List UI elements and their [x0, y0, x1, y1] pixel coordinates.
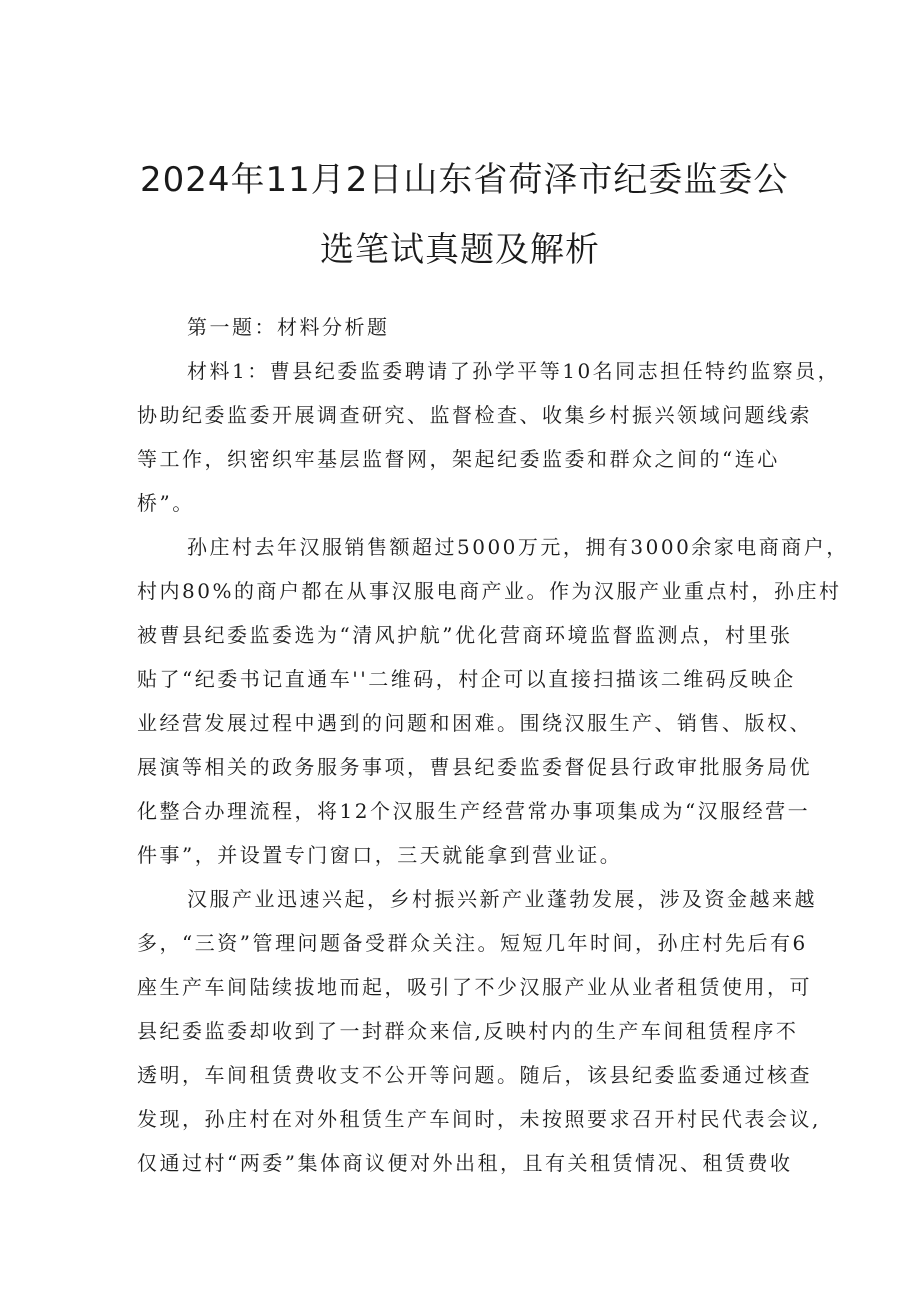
- document-title-line-1: 2024年11月2日山东省荷泽市纪委监委公: [140, 160, 789, 200]
- document-body: [137, 305, 849, 1185]
- text-line: 透明，车间租赁费收支不公开等问题。随后，该县纪委监委通过核查: [137, 1063, 812, 1087]
- text-line: 县纪委监委却收到了一封群众来信,反映村内的生产车间租赁程序不: [137, 1019, 799, 1043]
- text-line: 等工作，织密织牢基层监督网，架起纪委监委和群众之间的“连心: [137, 447, 780, 471]
- text-line: 仅通过村“两委”集体商议便对外出租，且有关租赁情况、租赁费收: [137, 1151, 793, 1175]
- text-line: 被曹县纪委监委选为“清风护航”优化营商环境监督监测点，村里张: [137, 623, 793, 647]
- text-line: 业经营发展过程中遇到的问题和困难。围绕汉服生产、销售、版权、: [137, 711, 812, 735]
- text-line: 多，“三资”管理问题备受群众关注。短短几年时间，孙庄村先后有6: [137, 931, 808, 955]
- question-heading: 第一题：材料分析题: [187, 315, 390, 339]
- text-line: 件事”，并设置专门窗口，三天就能拿到营业证。: [137, 843, 623, 867]
- text-line: 协助纪委监委开展调查研究、监督检查、收集乡村振兴领域问题线索: [137, 403, 812, 427]
- text-line: 化整合办理流程，将12个汉服生产经营常办事项集成为“汉服经营一: [137, 799, 811, 823]
- text-line: 桥”。: [137, 491, 195, 515]
- text-line: 村内80%的商户都在从事汉服电商产业。作为汉服产业重点村，孙庄村: [137, 579, 842, 603]
- text-line: 发现，孙庄村在对外租赁生产车间时，未按照要求召开村民代表会议,: [137, 1107, 821, 1131]
- text-line: 贴了“纪委书记直通车''二维码，村企可以直接扫描该二维码反映企: [137, 667, 796, 691]
- text-line: 材料1：曹县纪委监委聘请了孙学平等10名同志担任特约监察员，: [187, 359, 841, 383]
- text-line: 座生产车间陆续拔地而起，吸引了不少汉服产业从业者租赁使用，可: [137, 975, 812, 999]
- text-line: 孙庄村去年汉服销售额超过5000万元，拥有3000余家电商商户，: [187, 535, 849, 559]
- document-title-line-2: 选笔试真题及解析: [320, 230, 600, 270]
- text-line: 展演等相关的政务服务事项，曹县纪委监委督促县行政审批服务局优: [137, 755, 812, 779]
- text-line: 汉服产业迅速兴起，乡村振兴新产业蓬勃发展，涉及资金越来越: [187, 887, 817, 911]
